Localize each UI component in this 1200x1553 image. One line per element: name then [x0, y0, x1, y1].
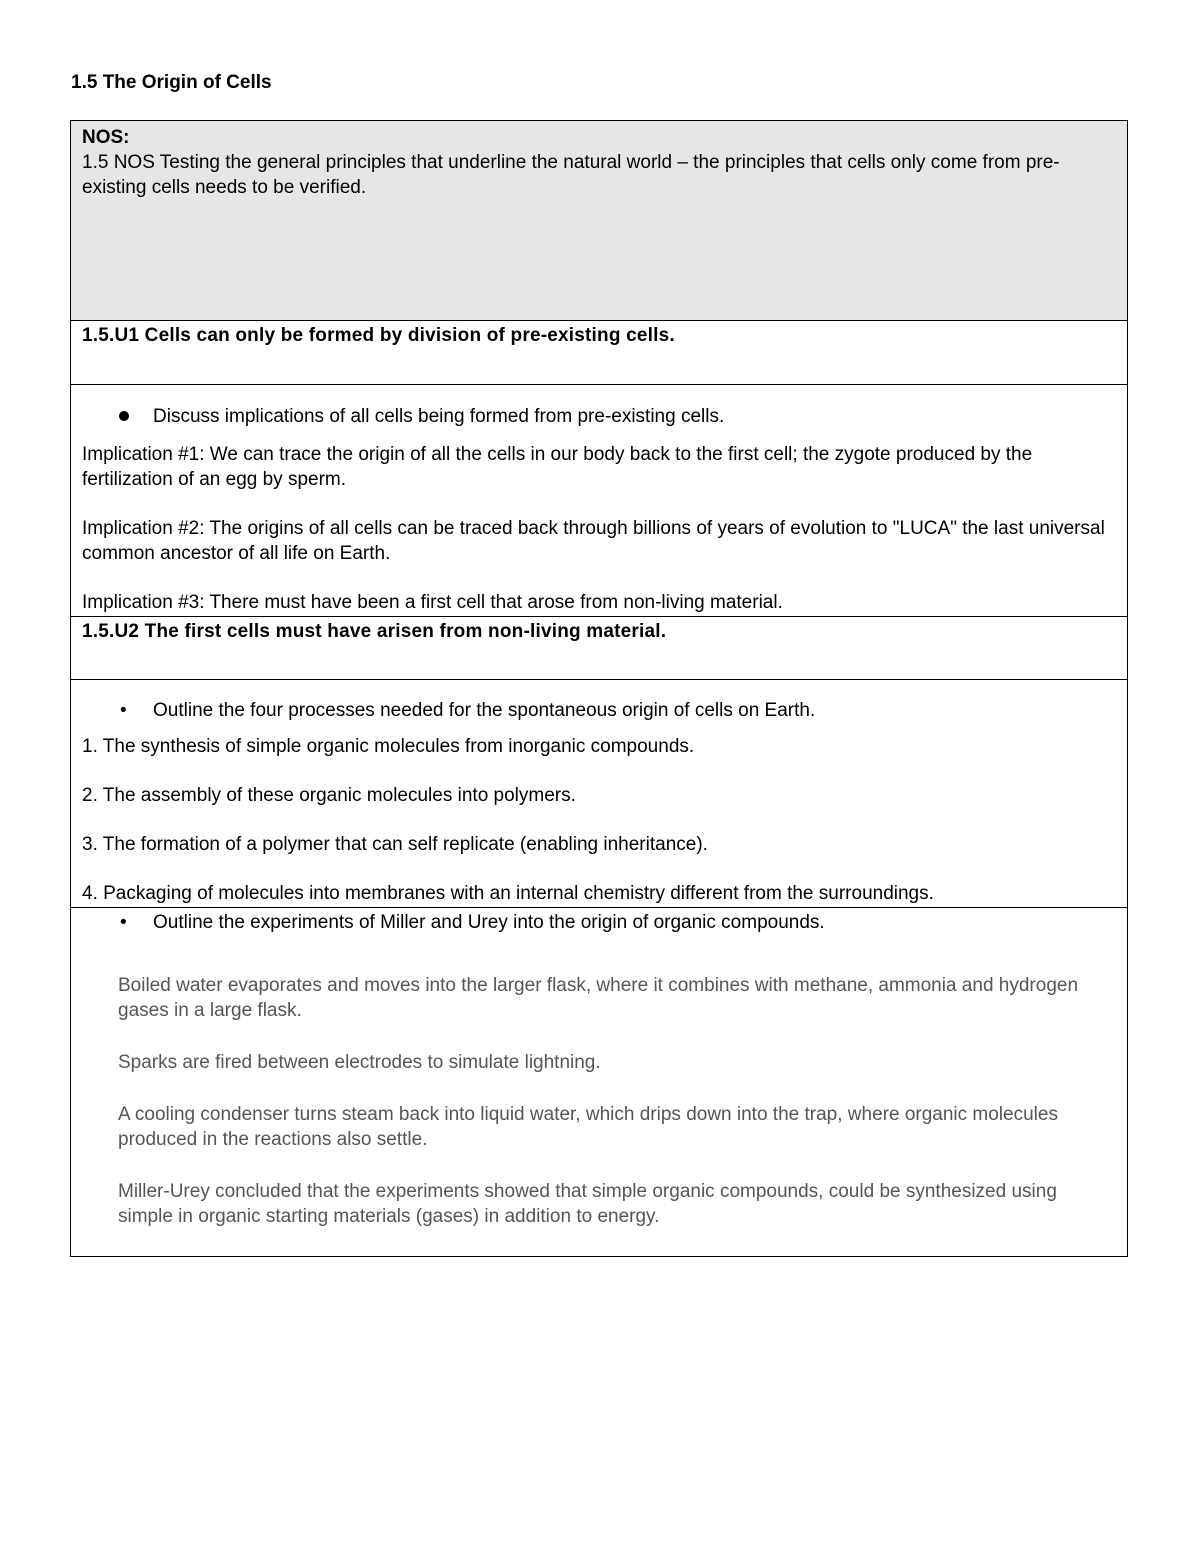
nos-box — [70, 120, 1128, 321]
bullet-icon: • — [120, 700, 127, 721]
u1-content-box — [70, 384, 1128, 617]
process-1: 1. The synthesis of simple organic molecules from inorganic compounds. — [82, 736, 695, 757]
miller-bullet-text: Outline the experiments of Miller and Urey into the origin of organic compounds. — [153, 912, 825, 933]
u2-heading: 1.5.U2 The first cells must have arisen from non-living material. — [82, 621, 667, 642]
process-2: 2. The assembly of these organic molecules into polymers. — [82, 785, 576, 806]
u1-bullet-item — [82, 404, 1116, 429]
miller-paragraph-3: A cooling condenser turns steam back into liquid water, which drips down into the trap, where organic molecules produced in the reactions also settle. — [118, 1104, 1058, 1150]
u1-heading: 1.5.U1 Cells can only be formed by division of pre-existing cells. — [82, 325, 675, 346]
u1-heading-box — [70, 320, 1128, 385]
nos-text: 1.5 NOS Testing the general principles that underline the natural world – the principles that cells only come from pre-existing cells needs to be verified. — [82, 152, 1060, 198]
implication-1: Implication #1: We can trace the origin of all the cells in our body back to the first cell; the zygote produced by the fertilization of an egg by sperm. — [82, 444, 1033, 490]
document-title: 1.5 The Origin of Cells — [71, 72, 272, 93]
miller-paragraph-1: Boiled water evaporates and moves into the larger flask, where it combines with methane, ammonia and hydrogen gases in a large flask. — [118, 975, 1079, 1021]
process-4: 4. Packaging of molecules into membranes with an internal chemistry different from the surroundings. — [82, 883, 934, 904]
miller-paragraph-2: Sparks are fired between electrodes to simulate lightning. — [118, 1052, 601, 1073]
bullet-icon — [119, 411, 129, 421]
miller-bullet-item — [82, 910, 1116, 935]
bullet-icon: • — [120, 912, 127, 933]
u1-bullet-text: Discuss implications of all cells being formed from pre-existing cells. — [153, 406, 725, 427]
u2-bullet-text: Outline the four processes needed for the spontaneous origin of cells on Earth. — [153, 700, 816, 721]
u2-content-box — [70, 679, 1128, 908]
implication-3: Implication #3: There must have been a first cell that arose from non-living material. — [82, 592, 783, 613]
u2-heading-box — [70, 616, 1128, 680]
nos-label: NOS: — [82, 127, 130, 148]
implication-2: Implication #2: The origins of all cells can be traced back through billions of years of evolution to "LUCA" the last universal common ancestor of all life on Earth. — [82, 518, 1105, 564]
u2-bullet-item — [82, 698, 1116, 723]
miller-urey-box — [70, 907, 1128, 1257]
miller-paragraph-4: Miller-Urey concluded that the experiments showed that simple organic compounds, could be synthesized using simple in organic starting materials (gases) in addition to energy. — [118, 1181, 1057, 1227]
process-3: 3. The formation of a polymer that can self replicate (enabling inheritance). — [82, 834, 708, 855]
